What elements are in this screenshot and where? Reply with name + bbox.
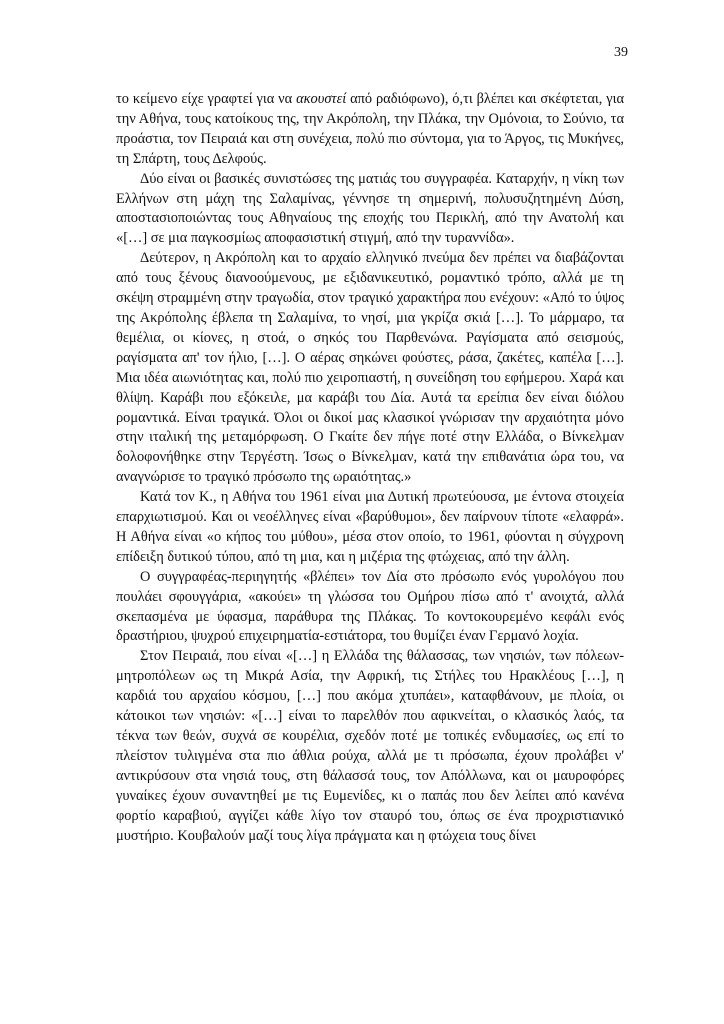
- paragraph-2: Δύο είναι οι βασικές συνιστώσες της ματιάς του συγγραφέα. Καταρχήν, η νίκη των Ελλήνων στη μάχη της Σαλαμίνας, γέννησε τη σημερινή, πολυσυζητημένη Δύση, αποστασιοποιώντας τους Αθηναίους της εποχής του Περικλή, από την Ανατολή και «[…] σε μια παγκοσμίως αποφασιστική στιγμή, από την τυραννίδα».: [116, 170, 624, 247]
- page-number: 39: [614, 45, 628, 60]
- paragraph-3: Δεύτερον, η Ακρόπολη και το αρχαίο ελληνικό πνεύμα δεν πρέπει να διαβάζονται από τους ξένους διανοούμενους, με εξιδανικευτικό, ρομαντικό τρόπο, αλλά με τη σκέψη στραμμένη στην τραγωδία, στον τραγικό χαρακτήρα που ενέχουν: «Από το ύψος της Ακρόπολης έβλεπα τη Σαλαμίνα, το νησί, μια γκρίζα σκιά […]. Το μάρμαρο, τα θεμέλια, οι κίονες, η στοά, ο σηκός του Παρθενώνα. Ραγίσματα από σεισμούς, ραγίσματα απ' τον ήλιο, […]. Ο αέρας σηκώνει φούστες, ράσα, ζακέτες, καπέλα […]. Μια ιδέα αιωνιότητας και, πολύ πιο χειροπιαστή, η συνείδηση του εφήμερου. Χαρά και θλίψη. Καράβι που εξόκειλε, μα καράβι του Δία. Αυτά τα ερείπια δεν είναι διόλου ρομαντικά. Είναι τραγικά. Όλοι οι δικοί μας κλασικοί γνώρισαν την αρχαιότητα μόνο στην ιταλική της μεταμόρφωση. Ο Γκαίτε δεν πήγε ποτέ στην Ελλάδα, ο Βίνκελμαν δολοφονήθηκε στην Τεργέστη. Ίσως ο Βίνκελμαν, κατά την επιθανάτια ώρα του, να αναγνώρισε το τραγικό πρόσωπο της ωραιότητας.»: [116, 250, 624, 486]
- paragraph-1-lead: το κείμενο είχε γραφτεί για να: [116, 91, 297, 107]
- paragraph-1: [116, 90, 624, 170]
- paragraph-1-rest: από ραδιόφωνο), ό,τι βλέπει και σκέφτεται, για την Αθήνα, τους κατοίκους της, την Ακρόπολη, την Πλάκα, την Ομόνοια, το Σούνιο, τα προάστια, τον Πειραιά και στη συνέχεια, πολύ πιο σύντομα, για το Άργος, τις Μυκήνες, τη Σπάρτη, τους Δελφούς.: [116, 91, 625, 167]
- paragraph-6: Στον Πειραιά, που είναι «[…] η Ελλάδα της θάλασσας, των νησιών, των πόλεων-μητροπόλεων ως τη Μικρά Ασία, την Αφρική, τις Στήλες του Ηρακλέους […], η καρδιά του αρχαίου κόσμου, […] που ακόμα χτυπάει», καταφθάνουν, με πλοία, οι κάτοικοι των νησιών: «[…] είναι το παρελθόν που αφικνείται, ο κλασικός λαός, τα τέκνα των θεών, συχνά σε κουρέλια, σχεδόν ποτέ με τοπικές ενδυμασίες, ως επί το πλείστον τυλιγμένα στα πιο άθλια ρούχα, αλλά με τι πρόσωπα, έχουν προλάβει ν' αντικρύσουν στα νησιά τους, στη θάλασσά τους, τον Απόλλωνα, και οι μαυροφόρες γυναίκες έχουν συναντηθεί με τις Ευμενίδες, κι ο παπάς που δεν λείπει από κανένα φορτίο καραβιού, αγγίζει κάθε λίγο τον σταυρό του, όπως σε ένα προχριστιανικό μυστήριο. Κουβαλούν μαζί τους λίγα πράγματα και η φτώχεια τους δίνει: [116, 648, 624, 844]
- paragraph-4: Κατά τον Κ., η Αθήνα του 1961 είναι μια Δυτική πρωτεύουσα, με έντονα στοιχεία επαρχιωτισμού. Και οι νεοέλληνες είναι «βαρύθυμοι», δεν παίρνουν τίποτε «ελαφρά». Η Αθήνα είναι «ο κήπος του μύθου», μέσα στον οποίο, το 1961, φύονται η σύγχρονη επίδειξη δυτικού τύπου, από τη μια, και η μιζέρια της φτώχειας, από την άλλη.: [116, 489, 624, 565]
- paragraph-5: Ο συγγραφέας-περιηγητής «βλέπει» τον Δία στο πρόσωπο ενός γυρολόγου που πουλάει σφουγγάρια, «ακούει» τη γλώσσα του Ομήρου πίσω από τ' ανοιχτά, αλλά σκεπασμένα με ύφασμα, παράθυρα της Πλάκας. Το κοντοκουρεμένο κεφάλι ενός δραστήριου, ψυχρού επιχειρηματία-εστιάτορα, του θυμίζει έναν Γερμανό λοχία.: [116, 568, 624, 645]
- body-text: [116, 90, 624, 846]
- emphasized-word: ακουστεί: [296, 91, 347, 107]
